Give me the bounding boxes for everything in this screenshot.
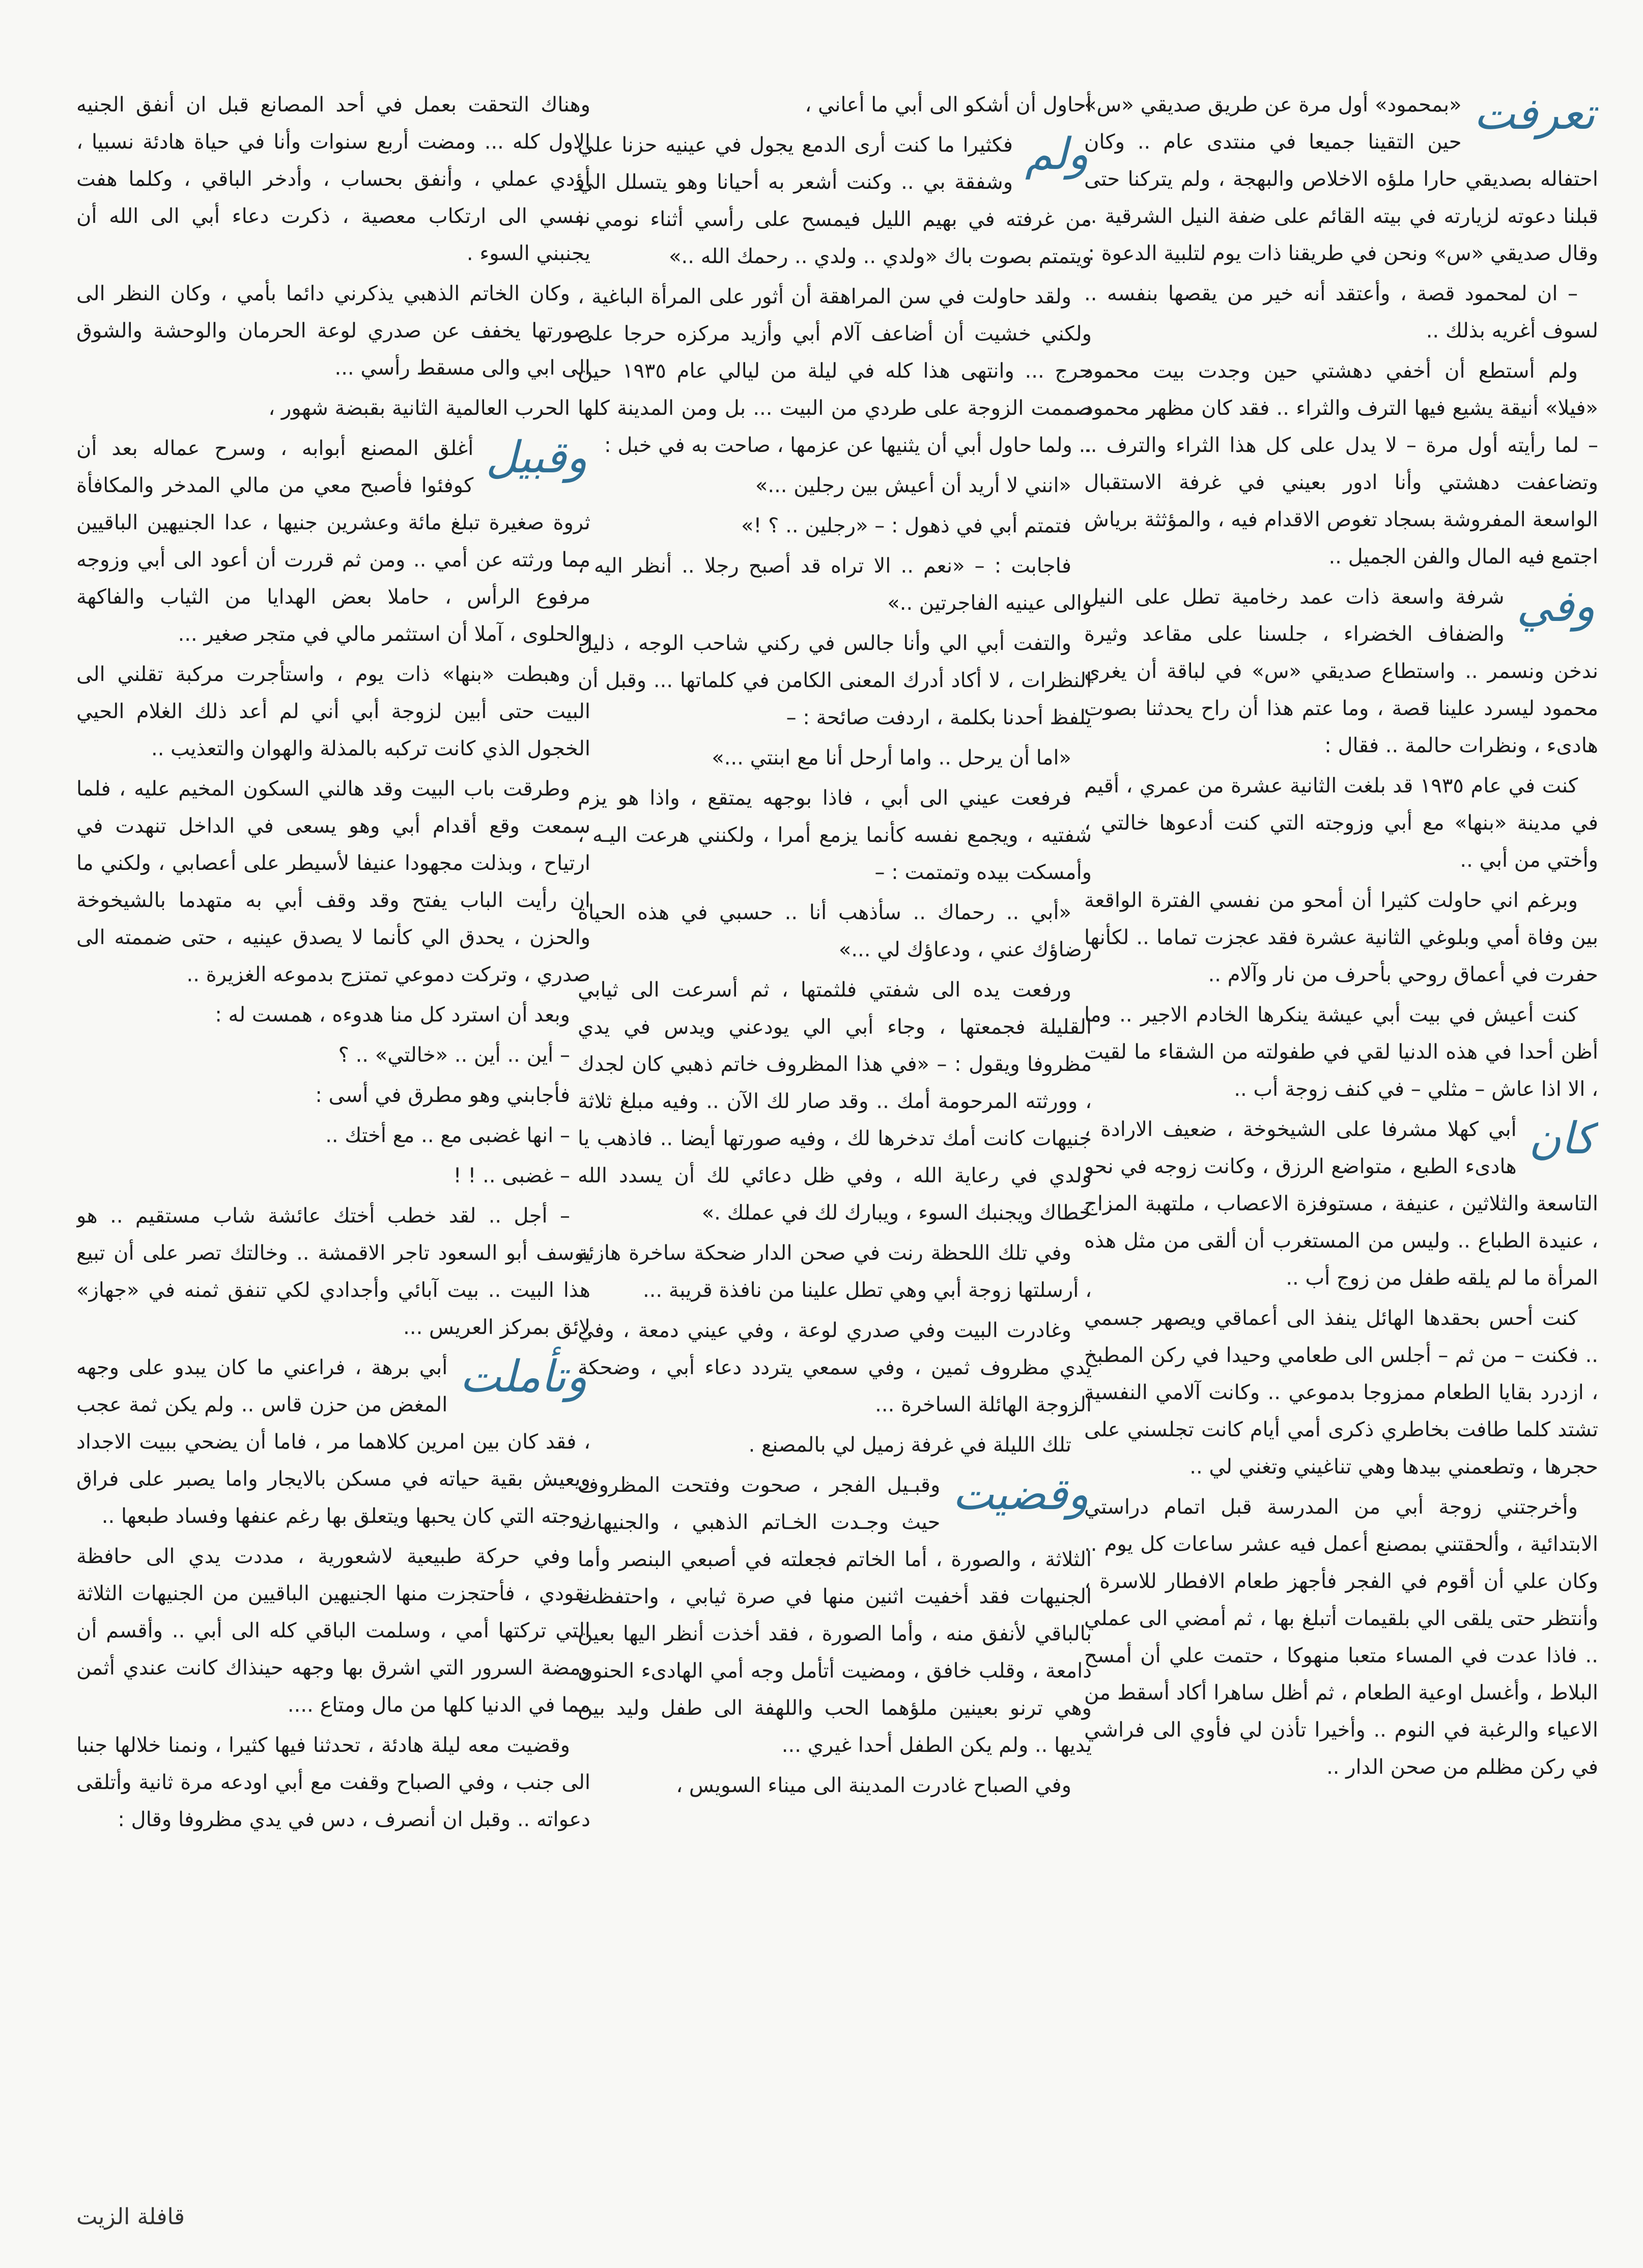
article-column-middle (578, 87, 1092, 2184)
section-dropword: وقبيل (486, 432, 587, 483)
paragraph: وبعد أن استرد كل منا هدوءه ، همست له : (215, 1003, 570, 1027)
paragraph: الحرب العالمية الثانية بقبضة شهور ، (268, 396, 570, 420)
paragraph: وفي شرفة واسعة ذات عمد رخامية تطل على النيل والضفاف الخضراء ، جلسنا على مقاعد وثيرة ندخن ونسمر .. واستطاع صديقي «س» في لباقة أن يغري محمود ليسرد علينا قصة ، وما عتم هذا أن راح يحدثنا بصوت هادىء ، ونظرات حالمة .. فقال : (1084, 581, 1598, 757)
section-dropword: وتأملت (460, 1351, 587, 1402)
paragraph: وهناك التحقت بعمل في أحد المصانع قبل ان أنفق الجنيه الاول كله ... ومضت أربع سنوات وأنا في حياة هادئة نسبيا ، أؤدي عملي ، وأنفق بحساب ، وأدخر الباقي ، وكلما هفت نفسي الى ارتكاب معصية ، ذكرت دعاء أبي الى الله أن يجنبني السوء . (76, 93, 590, 265)
paragraph: ولم فكثيرا ما كنت أرى الدمع يجول في عينيه حزنا علي وشفقة بي .. وكنت أشعر به أحيانا وهو يتسلل الي من غرفته في بهيم الليل فيمسح على رأسي أثناء نومي ، ويتمتم بصوت باك «ولدي .. ولدي .. رحمك الله ..» (578, 129, 1092, 268)
paragraph: كنت أحس بحقدها الهائل ينفذ الى أعماقي ويصهر جسمي .. فكنت – من ثم – أجلس الى طعامي وحيدا في ركن المطبخ ، ازدرد بقايا الطعام ممزوجا بدموعي .. وكانت آلامي النفسية تشتد كلما طافت بخاطري ذكرى أمي أيام كانت تجلسني على حجرها ، وتطعمني بيدها وهي تناغيني وتغني لي .. (1084, 1307, 1598, 1479)
dialogue-line: – أجل .. لقد خطب أختك عائشة شاب مستقيم .. هو يوسف أبو السعود تاجر الاقمشة .. وخالتك تصر على أن تبيع هذا البيت .. بيت آبائي وأجدادي لكي تنفق ثمنه في «جهاز» لائق بمركز العريس ... (76, 1204, 590, 1339)
paragraph: وقضيت معه ليلة هادئة ، تحدثنا فيها كثيرا ، ونمنا خلالها جنبا الى جنب ، وفي الصباح وقفت مع أبي اودعه مرة ثانية وأتلقى دعواته .. وقبل ان أنصرف ، دس في يدي مظروفا وقال : (76, 1734, 590, 1831)
paragraph: تعرفت «بمحمود» أول مرة عن طريق صديقي «س» حين التقينا جميعا في منتدى عام .. وكان احتفاله بصديقي حارا ملؤه الاخلاص والبهجة ، ولم يتركنا حتى قبلنا دعوته لزيارته في بيته القائم على ضفة النيل الشرقية .. وقال صديقي «س» ونحن في طريقنا ذات يوم لتلبية الدعوة : (1084, 89, 1598, 265)
paragraph: كنت في عام ١٩٣٥ قد بلغت الثانية عشرة من عمري ، أقيم في مدينة «بنها» مع أبي وزوجته التي كنت أدعوها خالتي ، وأختي من أبي .. (1084, 774, 1598, 872)
dialogue-line: فتمتم أبي في ذهول : – «رجلين .. ؟ !» (741, 514, 1071, 537)
paragraph: فأجابني وهو مطرق في أسى : (315, 1084, 570, 1107)
article-column-left (76, 87, 590, 2184)
paragraph: كان أبي كهلا مشرفا على الشيخوخة ، ضعيف الارادة ، هادىء الطبع ، متواضع الرزق ، وكانت زوجه في نحو التاسعة والثلاثين ، عنيفة ، مستوفزة الاعصاب ، ملتهبة المزاج ، عنيدة الطباع .. وليس من المستغرب أن ألقى من مثل هذه المرأة ما لم يلقه طفل من زوج أب .. (1084, 1113, 1598, 1290)
dialogue-line: «أبي .. رحماك .. سأذهب أنا .. حسبي في هذه الحياة رضاؤك عني ، ودعاؤك لي ...» (578, 901, 1092, 961)
section-dropword: كان (1528, 1113, 1595, 1164)
paragraph: وطرقت باب البيت وقد هالني السكون المخيم عليه ، فلما سمعت وقع أقدام أبي وهو يسعى في الداخل تنهدت في ارتياح ، وبذلت مجهودا عنيفا لأسيطر على أعصابي ، ولكني ما ان رأيت الباب يفتح وقد وقف أبي به متهدما بالشيخوخة والحزن ، يحدق الي كأنما لا يصدق عينيه ، حتى ضممته الى صدري ، وتركت دموعي تمتزج بدموعه الغزيرة .. (76, 777, 590, 986)
paragraph: كنت أعيش في بيت أبي عيشة ينكرها الخادم الاجير .. وما أظن أحدا في هذه الدنيا لقي في طفولته من الشقاء ما لقيت ، الا اذا عاش – مثلي – في كنف زوجة أب .. (1084, 1003, 1598, 1101)
paragraph: ولم أستطع أن أخفي دهشتي حين وجدت بيت محمود «فيلا» أنيقة يشيع فيها الترف والثراء .. فقد كان مظهر محمود – لما رأيته أول مرة – لا يدل على كل هذا الثراء والترف .. وتضاعفت دهشتي وأنا ادور بعيني في غرفة الاستقبال الواسعة المفروشة بسجاد تغوص الاقدام فيه ، والمؤثثة برياش اجتمع فيه المال والفن الجميل .. (1084, 359, 1598, 569)
dialogue-line: – أين .. أين .. «خالتي» .. ؟ (338, 1043, 570, 1067)
paragraph: والتفت أبي الي وأنا جالس في ركني شاحب الوجه ، ذليل النظرات ، لا أكاد أدرك المعنى الكامن في كلماتها ... وقبل أن يلفظ أحدنا بكلمة ، اردفت صائحة : – (578, 632, 1092, 729)
dialogue-line: – انها غضبى مع .. مع أختك .. (325, 1124, 570, 1147)
paragraph: تلك الليلة في غرفة زميل لي بالمصنع . (748, 1433, 1071, 1457)
paragraph: وبرغم اني حاولت كثيرا أن أمحو من نفسي الفترة الواقعة بين وفاة أمي وبلوغي الثانية عشرة فقد عجزت تماما .. لكأنها حفرت في أعماق روحي بأحرف من نار وآلام .. (1084, 889, 1598, 986)
dialogue-line: فاجابت : – «نعم .. الا تراه قد أصبح رجلا .. أنظر اليه ، والى عينيه الفاجرتين ..» (578, 554, 1092, 615)
section-dropword: وفي (1516, 581, 1595, 632)
dialogue-line: – غضبى .. ! ! (453, 1164, 570, 1187)
paragraph: وكان الخاتم الذهبي يذكرني دائما بأمي ، وكان النظر الى صورتها يخفف عن صدري لوعة الحرمان والوحشة والشوق الى ابي والى مسقط رأسي ... (76, 282, 590, 380)
dialogue-line: «انني لا أريد أن أعيش بين رجلين ...» (755, 474, 1071, 497)
paragraph: وأخرجتني زوجة أبي من المدرسة قبل اتمام دراستي الابتدائية ، وألحقتني بمصنع أعمل فيه عشر ساعات كل يوم .. وكان علي أن أقوم في الفجر فأجهز طعام الافطار للاسرة ، وأنتظر حتى يلقى الي بلقيمات أتبلغ بها ، ثم أمضي الى عملي .. فاذا عدت في المساء متعبا منهوكا ، حتمت علي أن أمسح البلاط ، وأغسل اوعية الطعام ، ثم أظل ساهرا أكاد أسقط من الاعياء والرغبة في النوم .. وأخيرا تأذن لي فأوي الى فراشي في ركن مظلم من صحن الدار .. (1084, 1495, 1598, 1779)
paragraph: ورفعت يده الى شفتي فلثمتها ، ثم أسرعت الى ثيابي القليلة فجمعتها ، وجاء أبي الي يودعني ويدس في يدي مظروفا ويقول : – «في هذا المظروف خاتم ذهبي كان لجدك ، وورثته المرحومة أمك .. وقد صار لك الآن .. وفيه مبلغ ثلاثة جنيهات كانت أمك تدخرها لك ، وفيه صورتها أيضا .. فاذهب يا ولدي في رعاية الله ، وفي ظل دعائي لك أن يسدد الله خطاك ويجنبك السوء ، ويبارك لك في عملك .» (578, 978, 1092, 1225)
paragraph: وتأملت أبي برهة ، فراعني ما كان يبدو على وجهه المغض من حزن قاس .. ولم يكن ثمة عجب ، فقد كان بين امرين كلاهما مر ، فاما أن يضحي ببيت الاجداد ويعيش بقية حياته في مسكن بالايجار واما يصبر على فراق زوجته التي كان يحبها ويتعلق بها رغم عنفها وفساد طبعها .. (76, 1351, 590, 1528)
paragraph: ولقد حاولت في سن المراهقة أن أثور على المرأة الباغية ، ولكني خشيت أن أضاعف آلام أبي وأزيد مركزه حرجا على حرج ... وانتهى هذا كله في ليلة من ليالي عام ١٩٣٥ حين صممت الزوجة على طردي من البيت ... بل ومن المدينة كلها .. ولما حاول أبي أن يثنيها عن عزمها ، صاحت به في خبل : (578, 285, 1092, 457)
section-dropword: تعرفت (1474, 89, 1595, 139)
magazine-footer: قافلة الزيت (76, 2204, 185, 2230)
paragraph: وقبيل أغلق المصنع أبوابه ، وسرح عماله بعد أن كوفئوا فأصبح معي من مالي المدخر والمكافأة ثروة صغيرة تبلغ مائة وعشرين جنيها ، عدا الجنيهين الباقيين مما ورثته عن أمي .. ومن ثم قررت أن أعود الى أبي وزوجه مرفوع الرأس ، حاملا بعض الهدايا من الثياب والفاكهة والحلوى ، آملا أن استثمر مالي في متجر صغير ... (76, 432, 590, 646)
section-dropword: وقضيت (952, 1469, 1089, 1520)
section-dropword: ولم (1025, 129, 1089, 180)
dialogue-line: «اما أن يرحل .. واما أرحل أنا مع ابنتي ...» (712, 746, 1071, 770)
paragraph: وفي حركة طبيعية لاشعورية ، مددت يدي الى حافظة نقودي ، فأحتجزت منها الجنيهين الباقيين من الجنيهات الثلاثة التي تركتها أمي ، وسلمت الباقي كله الى أبي .. وأقسم أن ومضة السرور التي اشرق بها وجهه حينذاك كانت عندي أثمن مما في الدنيا كلها من مال ومتاع .... (76, 1545, 590, 1717)
paragraph: وفي تلك اللحظة رنت في صحن الدار ضحكة ساخرة هازئة ، أرسلتها زوجة أبي وهي تطل علينا من نافذة قريبة ... (578, 1241, 1092, 1302)
paragraph: وغادرت البيت وفي صدري لوعة ، وفي عيني دمعة ، وفي يدي مظروف ثمين ، وفي سمعي يتردد دعاء أبي ، وضحكة الزوجة الهائلة الساخرة ... (578, 1319, 1092, 1416)
article-column-right (1084, 87, 1598, 2184)
paragraph: فرفعت عيني الى أبي ، فاذا بوجهه يمتقع ، واذا هو يزم شفتيه ، ويجمع نفسه كأنما يزمع أمرا ، ولكنني هرعت اليـه ، وأمسكت بيده وتمتمت : – (578, 786, 1092, 884)
paragraph: وقضيت وقبـيل الفجر ، صحوت وفتحت المظروف حيث وجـدت الخـاتم الذهبي ، والجنيهات الثلاثة ، والصورة ، أما الخاتم فجعلته في أصبعي البنصر وأما الجنيهات فقد أخفيت اثنين منها في صرة ثيابي ، واحتفظت بالباقي لأنفق منه ، وأما الصورة ، فقد أخذت أنظر اليها بعين دامعة ، وقلب خافق ، ومضيت أتأمل وجه أمي الهادىء الحنون وهي ترنو بعينين ملؤهما الحب واللهفة الى طفل وليد بين يديها .. ولم يكن الطفل أحدا غيري ... (578, 1469, 1092, 1757)
paragraph: وفي الصباح غادرت المدينة الى ميناء السويس ، (676, 1774, 1071, 1797)
paragraph: أحاول أن أشكو الى أبي ما أعاني ، (805, 93, 1092, 117)
paragraph: وهبطت «بنها» ذات يوم ، واستأجرت مركبة تقلني الى البيت حتى أبين لزوجة أبي أني لم أعد ذلك الغلام الحيي الخجول الذي كانت تركبه بالمذلة والهوان والتعذيب .. (76, 663, 590, 760)
paragraph: – ان لمحمود قصة ، وأعتقد أنه خير من يقصها بنفسه .. لسوف أغريه بذلك .. (1084, 282, 1598, 343)
